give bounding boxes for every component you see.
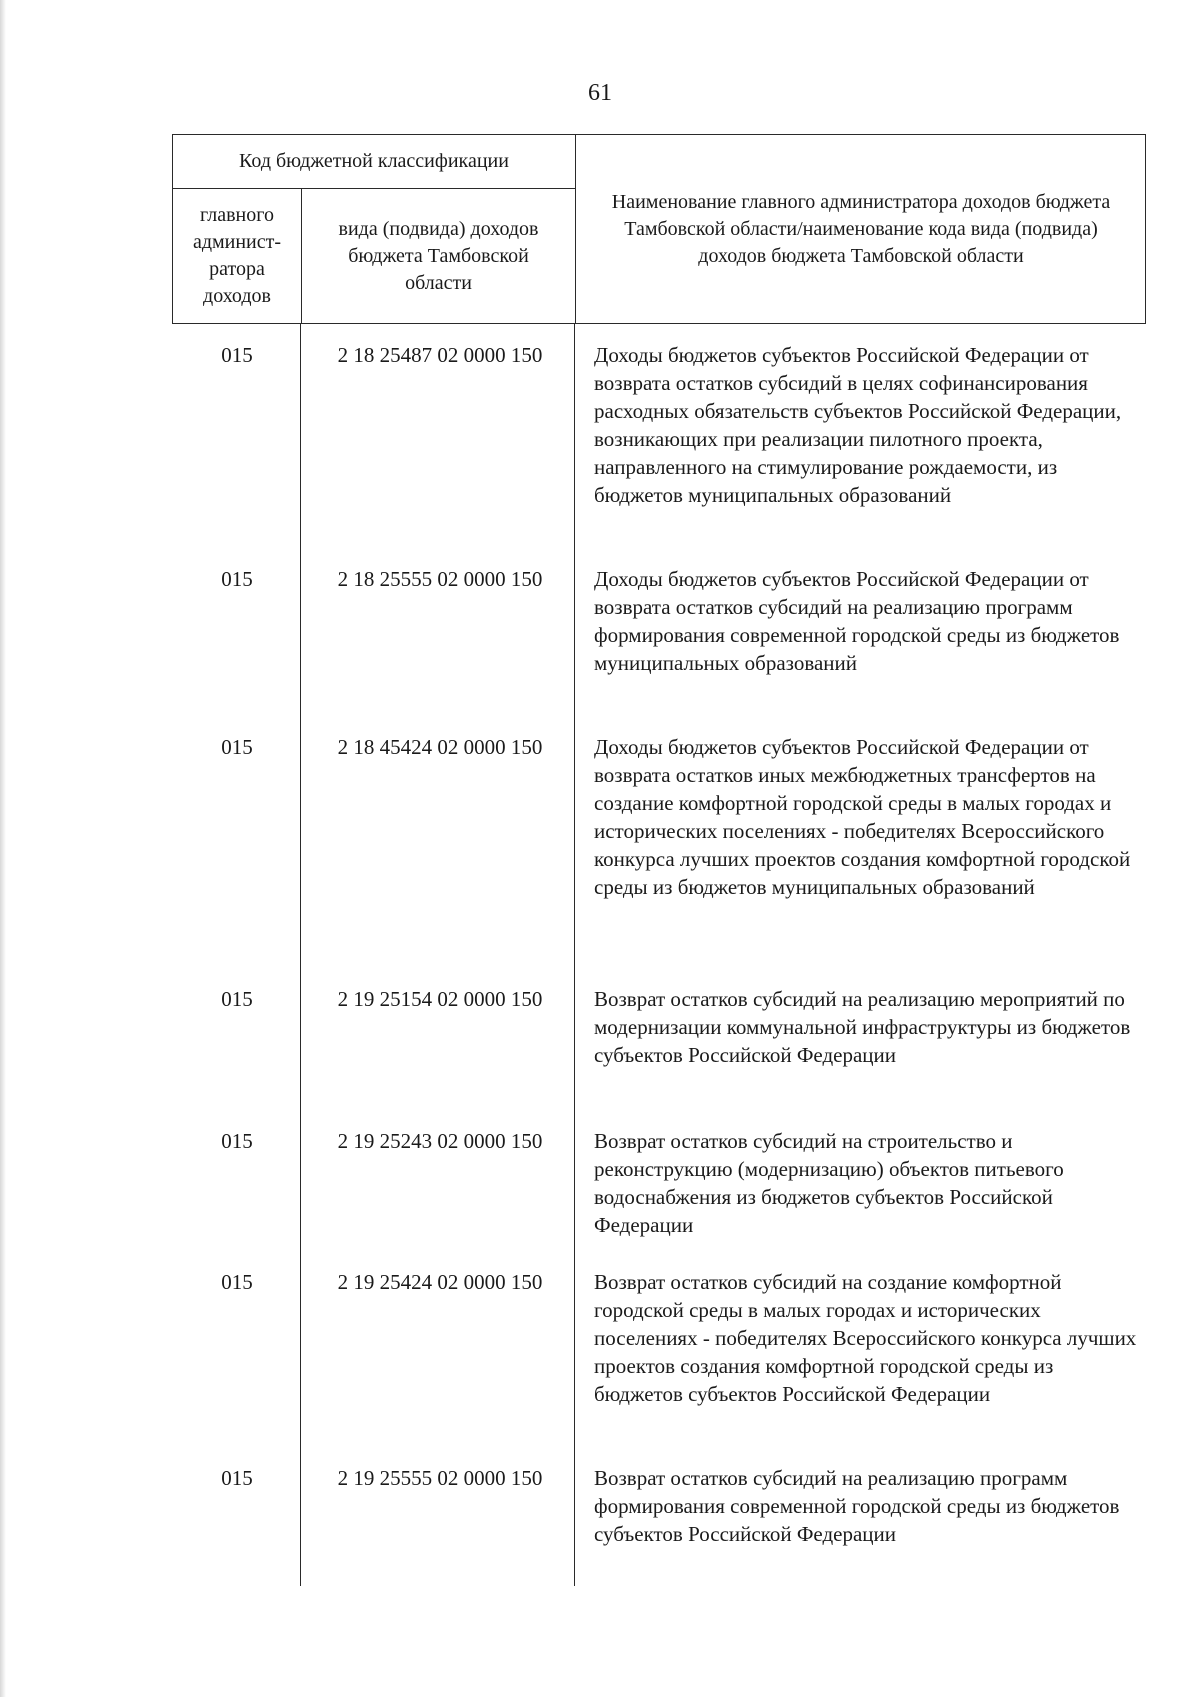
body-divider-1 [300, 324, 301, 1586]
table-header [172, 134, 1146, 324]
scan-edge [0, 0, 6, 1697]
header-group-title: Код бюджетной классификации [239, 150, 509, 172]
income-code: 2 18 25487 02 0000 150 [337, 343, 543, 367]
income-code: 2 18 25555 02 0000 150 [337, 567, 543, 591]
income-code: 2 19 25555 02 0000 150 [337, 1466, 543, 1490]
body-divider-2 [574, 324, 575, 1586]
income-code: 2 19 25154 02 0000 150 [337, 987, 543, 1011]
income-name: Доходы бюджетов субъектов Российской Федерации от возврата остатков иных межбюджетных трансфертов на создание комфортной городской среды в малых городах и исторических поселениях - победителях Всероссийского конкурса лучших проектов создания комфортной городской среды из бюджетов муниципальных образований [594, 735, 1131, 899]
admin-code: 015 [221, 567, 253, 591]
income-code: 2 19 25243 02 0000 150 [337, 1129, 543, 1153]
page-number: 61 [588, 80, 612, 106]
admin-code: 015 [221, 735, 253, 759]
income-name: Возврат остатков субсидий на реализацию мероприятий по модернизации коммунальной инфраструктуры из бюджетов субъектов Российской Федерации [594, 987, 1131, 1067]
income-name: Возврат остатков субсидий на строительство и реконструкцию (модернизацию) объектов питьевого водоснабжения из бюджетов субъектов Российской Федерации [594, 1129, 1064, 1237]
header-col-code: вида (подвида) доходов бюджета Тамбовской области [338, 217, 539, 294]
income-name: Возврат остатков субсидий на реализацию программ формирования современной городской среды из бюджетов субъектов Российской Федерации [594, 1466, 1120, 1546]
admin-code: 015 [221, 987, 253, 1011]
income-code: 2 19 25424 02 0000 150 [337, 1270, 543, 1294]
income-name: Возврат остатков субсидий на создание комфортной городской среды в малых городах и исторических поселениях - победителях Всероссийского конкурса лучших проектов создания комфортной городской среды из бюджетов субъектов Российской Федерации [594, 1270, 1137, 1406]
header-col-name: Наименование главного администратора доходов бюджета Тамбовской области/наименование кода вида (подвида) доходов бюджета Тамбовской области [611, 191, 1111, 267]
header-col-admin: главного админист-ратора доходов [192, 204, 282, 307]
admin-code: 015 [221, 1129, 253, 1153]
income-name: Доходы бюджетов субъектов Российской Федерации от возврата остатков субсидий в целях софинансирования расходных обязательств субъектов Российской Федерации, возникающих при реализации пилотного проекта, направленного на стимулирование рождаемости, из бюджетов муниципальных образований [594, 343, 1122, 507]
admin-code: 015 [221, 1270, 253, 1294]
admin-code: 015 [221, 343, 253, 367]
income-name: Доходы бюджетов субъектов Российской Федерации от возврата остатков субсидий на реализацию программ формирования современной городской среды из бюджетов муниципальных образований [594, 567, 1120, 675]
income-code: 2 18 45424 02 0000 150 [337, 735, 543, 759]
admin-code: 015 [221, 1466, 253, 1490]
